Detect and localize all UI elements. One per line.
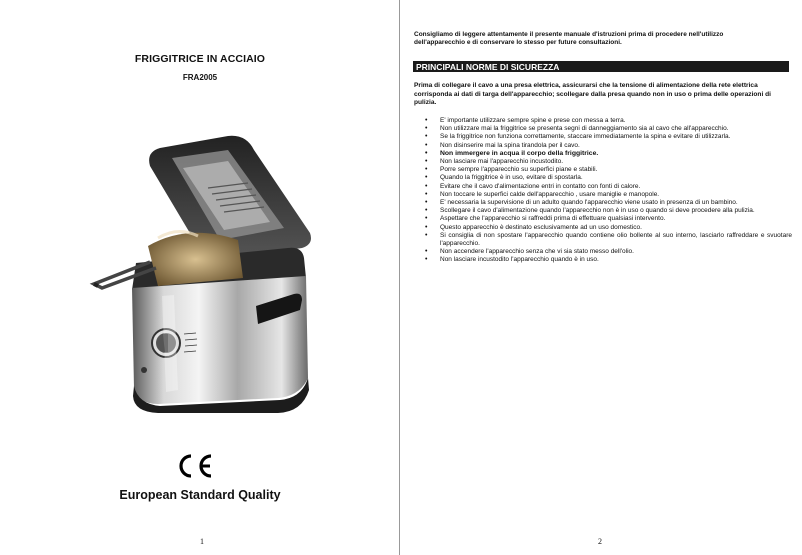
lead-paragraph: Prima di collegare il cavo a una presa elettrica, assicurarsi che la tensione di alimentazione della rete elettrica corrisponda ai dati di targa dell'apparecchio; scollegare dalla presa quando non in uso o prima delle operazioni di pulizia.	[414, 82, 771, 107]
rule-item: • Scollegare il cavo d'alimentazione quando l'apparecchio non è in uso o quando si deve procedere alla pulizia.	[414, 207, 792, 215]
rule-item: • Aspettare che l'apparecchio si raffreddi prima di effettuare qualsiasi intervento.	[414, 215, 792, 223]
quality-statement: European Standard Quality	[119, 488, 281, 502]
rule-item: • Non disinserire mai la spina tirandola per il cavo.	[414, 142, 792, 150]
section-header-bar	[413, 61, 789, 72]
rule-item: • Non lasciare mai l'apparecchio incustodito.	[414, 158, 792, 166]
rule-item-emphasis: • Non immergere in acqua il corpo della friggitrice.	[414, 150, 792, 158]
intro-text: Consigliamo di leggere attentamente il presente manuale d'istruzioni prima di procedere nell'utilizzo dell'apparecchio e di conservare lo stesso per future consultazioni.	[414, 31, 724, 47]
page-number-left: 1	[200, 537, 204, 546]
left-page	[0, 0, 400, 555]
safety-rules-list	[414, 117, 792, 265]
page-number-right: 2	[598, 537, 602, 546]
rule-item: • Non utilizzare mai la friggitrice se presenta segni di danneggiamento sia al cavo che all'apparecchio.	[414, 125, 792, 133]
rule-item: • E' importante utilizzare sempre spine e prese con messa a terra.	[414, 117, 792, 125]
rule-item: • Evitare che il cavo d'alimentazione entri in contatto con fonti di calore.	[414, 183, 792, 191]
deep-fryer-image	[88, 128, 318, 413]
product-title: FRIGGITRICE IN ACCIAIO	[134, 53, 266, 65]
rule-item: • E' necessaria la supervisione di un adulto quando l'apparecchio viene usato in presenza di un bambino.	[414, 199, 792, 207]
ce-mark-icon	[175, 452, 215, 480]
section-title: PRINCIPALI NORME DI SICUREZZA	[416, 62, 560, 72]
rule-item: • Si consiglia di non spostare l'apparecchio quando contiene olio bollente al suo interno, lasciarlo raffreddare e svuotare l'apparecchio.	[414, 232, 792, 248]
model-number: FRA2005	[182, 73, 218, 82]
rule-item: • Se la friggitrice non funziona correttamente, staccare immediatamente la spina e evitare di utilizzarla.	[414, 133, 792, 141]
rule-item: • Non toccare le superfici calde dell'apparecchio , usare maniglie e manopole.	[414, 191, 792, 199]
rule-item: • Quando la friggitrice è in uso, evitare di spostarla.	[414, 174, 792, 182]
rule-item: • Porre sempre l'apparecchio su superfici piane e stabili.	[414, 166, 792, 174]
right-page	[401, 0, 802, 555]
rule-item: • Non lasciare incustodito l'apparecchio quando è in uso.	[414, 256, 792, 264]
rule-item: • Questo apparecchio è destinato esclusivamente ad un uso domestico.	[414, 224, 792, 232]
rule-item: • Non accendere l'apparecchio senza che vi sia stato messo dell'olio.	[414, 248, 792, 256]
